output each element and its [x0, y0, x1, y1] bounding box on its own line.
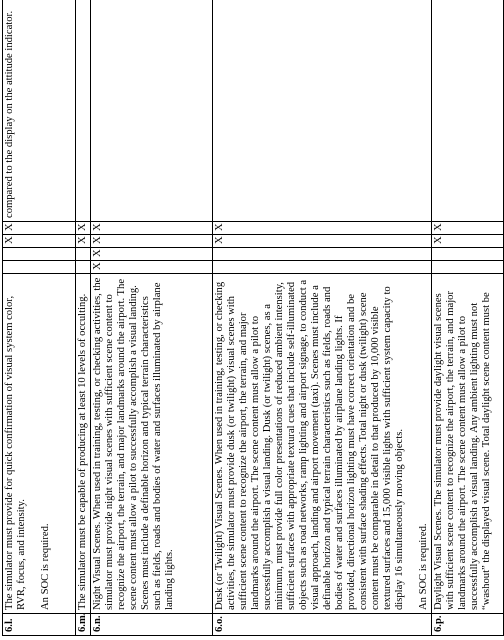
requirement-text [76, 274, 91, 614]
row-number: 6.m. [76, 614, 91, 636]
requirement-paragraph: An SOC is required. [40, 523, 51, 610]
row-number: 6.o. [213, 614, 432, 636]
level-c-mark: X [213, 235, 432, 248]
row-number: 6.l. [3, 614, 76, 636]
level-c-mark: X [3, 235, 76, 248]
requirement-paragraph: Daylight Visual Scenes. The simulator must provide daylight visual scenes with sufficient scene content to recognize the airport, the terrain, and major landmarks around the airport. The scene content must allow a pilot to successfully accomplish a visual landing. Any ambient lighting must not “washout” the displayed visual scene. Total daylight scene content must be [433, 291, 492, 610]
level-a-mark: X [91, 261, 213, 274]
level-d-mark: X [432, 222, 504, 235]
information-note [76, 0, 91, 222]
requirement-paragraph: The simulator must be capable of producing at least 10 levels of occulting. [77, 293, 88, 610]
requirements-table [2, 0, 504, 636]
table-row [213, 0, 432, 636]
level-d-mark: X [213, 222, 432, 235]
level-b-mark [213, 248, 432, 261]
level-d-mark: X [76, 222, 91, 235]
requirement-text [3, 274, 76, 614]
level-c-mark: X [91, 235, 213, 248]
requirement-text [432, 274, 504, 614]
information-note: compared to the display on the attitude indicator. [3, 0, 76, 222]
requirement-text [213, 274, 432, 614]
level-b-mark [76, 248, 91, 261]
requirement-paragraph: Dusk (or Twilight) Visual Scenes. When used in training, testing, or checking activities, the simulator must provide dusk (or twilight) visual scenes with sufficient scene content to recognize the airport, the terrain, and major landmarks around the airport. The scene content must allow a pilot to successfully accomplish a visual landing. Dusk (or twilight) scenes, as a minimum, must provide full color presentations of reduced ambient intensity, sufficient surfaces with appropriate textural cues that include self-illuminated objects such as road networks, ramp lighting and airport signage, to conduct a visual approach, landing and airport movement (taxi). Scenes must include a definable horizon and typical terrain characteristics such as fields, roads and bodies of water and surfaces illuminated by airplane landing lights. If provided, directional horizon lighting must have correct orientation and be consistent with surface shading effects. Total night or dusk (twilight) scene content must be comparable in detail to that produced by 10,000 visible textured surfaces and 15,000 visible lights with sufficient system capacity to display 16 simultaneously moving objects. [214, 279, 405, 610]
level-c-mark: X [432, 235, 504, 248]
requirement-text [91, 274, 213, 614]
table-row [91, 0, 213, 636]
level-d-mark: X [3, 222, 76, 235]
table-row [3, 0, 76, 636]
level-a-mark [3, 261, 76, 274]
level-b-mark [3, 248, 76, 261]
level-d-mark: X [91, 222, 213, 235]
table-row [76, 0, 91, 636]
level-a-mark [213, 261, 432, 274]
requirement-paragraph: Night Visual Scenes. When used in training, testing, or checking activities, the simulator must provide night visual scenes with sufficient scene content to recognize the airport, the terrain, and major landmarks around the airport. The scene content must allow a pilot to successfully accomplish a visual landing. Scenes must include a definable horizon and typical terrain characteristics such as fields, roads and bodies of water and surfaces illuminated by airplane landing lights. [92, 277, 175, 610]
level-a-mark [432, 261, 504, 274]
row-number: 6.p. [432, 614, 504, 636]
row-number: 6.n. [91, 614, 213, 636]
level-c-mark: X [76, 235, 91, 248]
requirement-paragraph: The simulator must provide for quick confirmation of visual system color, RVR, focus, and intensity. [4, 295, 27, 610]
information-note [91, 0, 213, 222]
information-note [432, 0, 504, 222]
table-row [432, 0, 504, 636]
level-b-mark [432, 248, 504, 261]
level-a-mark [76, 261, 91, 274]
information-note [213, 0, 432, 222]
level-b-mark: X [91, 248, 213, 261]
requirement-paragraph: An SOC is required. [418, 523, 429, 610]
